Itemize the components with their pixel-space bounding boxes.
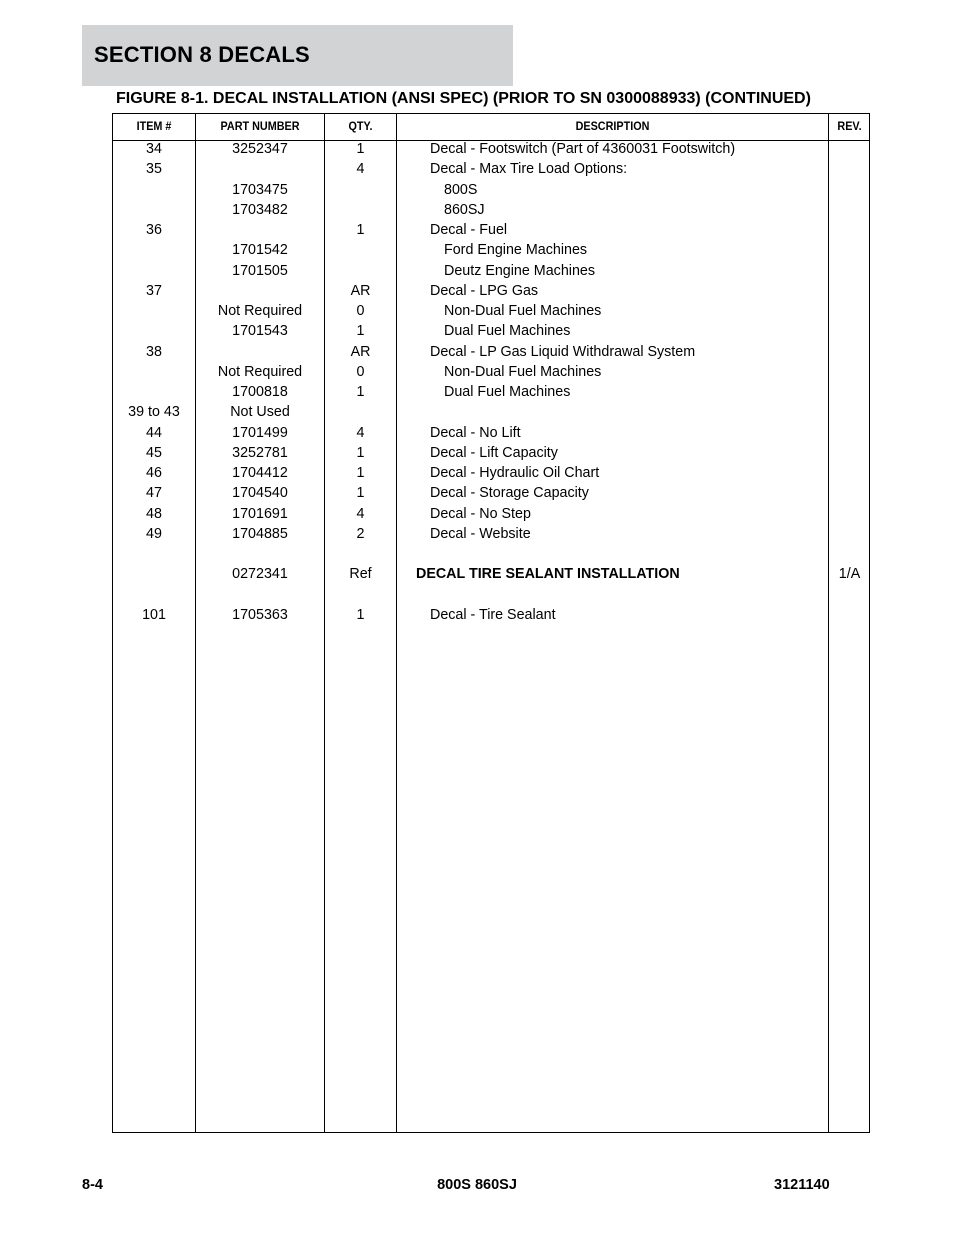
section-title: SECTION 8 DECALS [94, 42, 310, 67]
part-number-cell: 1704412 [232, 465, 288, 481]
quantity-cell: 1 [356, 444, 365, 461]
description-cell: Decal - Lift Capacity [430, 444, 558, 461]
quantity-cell: 4 [356, 505, 365, 522]
quantity-cell: AR [350, 343, 371, 360]
description-cell: Decal - No Step [430, 505, 531, 522]
table-body [113, 141, 869, 627]
page-number: 8-4 [82, 1177, 103, 1193]
item-number-cell: 38 [146, 343, 162, 360]
description-cell: Decal - LP Gas Liquid Withdrawal System [430, 343, 696, 360]
description-cell: Decal - Max Tire Load Options: [430, 161, 628, 178]
header-part-number: PART NUMBER [220, 119, 300, 133]
header-item: ITEM # [136, 119, 172, 133]
table-row [113, 607, 869, 627]
part-number-cell: 1704540 [232, 485, 288, 502]
part-number-cell: 3252781 [232, 444, 288, 461]
quantity-cell: 0 [356, 363, 365, 380]
section-banner [82, 25, 513, 86]
table-row [113, 445, 869, 465]
part-number-cell: 1701542 [232, 242, 288, 259]
description-cell: 860SJ [444, 201, 485, 218]
revision-cell: 1/A [838, 566, 861, 583]
description-cell: Ford Engine Machines [444, 242, 588, 259]
quantity-cell: 1 [356, 222, 365, 238]
description-cell: Decal - Footswitch (Part of 4360031 Footswitch) [430, 141, 736, 157]
description-cell: 800S [444, 181, 478, 198]
description-cell: Non-Dual Fuel Machines [444, 363, 602, 380]
description-cell: Decal - Website [430, 525, 531, 542]
item-number-cell: 47 [146, 485, 162, 502]
part-number-cell: 1704885 [232, 525, 288, 542]
item-number-cell: 37 [146, 282, 162, 299]
part-number-cell: Not Required [217, 363, 303, 380]
description-cell: Decal - LPG Gas [430, 282, 539, 299]
table-row [113, 303, 869, 323]
table-row [113, 587, 869, 607]
part-number-cell: Not Used [230, 404, 290, 421]
quantity-cell: 2 [356, 525, 365, 542]
table-row [113, 283, 869, 303]
item-number-cell: 44 [146, 424, 162, 441]
part-number-cell: 3252347 [232, 141, 288, 157]
item-number-cell: 48 [146, 505, 162, 522]
part-number-cell: 1701505 [232, 262, 288, 279]
table-row [113, 485, 869, 505]
table-row [113, 465, 869, 485]
table-row [113, 404, 869, 424]
quantity-cell: 0 [356, 303, 365, 319]
table-row [113, 222, 869, 242]
part-number-cell: 0272341 [232, 566, 288, 583]
header-qty: QTY. [348, 119, 373, 133]
quantity-cell: 4 [356, 424, 365, 441]
table-row [113, 344, 869, 364]
quantity-cell: Ref [349, 566, 372, 583]
part-number-cell: Not Required [217, 303, 303, 319]
model-name: 800S 860SJ [437, 1177, 517, 1193]
description-cell: Decal - No Lift [430, 424, 521, 441]
table-row [113, 425, 869, 445]
description-cell: Decal - Storage Capacity [430, 485, 589, 502]
item-number-cell: 101 [142, 606, 166, 623]
part-number-cell: 1701543 [232, 323, 288, 340]
part-number-cell: 1703475 [232, 181, 288, 198]
description-cell: Decal - Hydraulic Oil Chart [430, 465, 600, 481]
table-row [113, 263, 869, 283]
description-cell: Decal - Fuel [430, 222, 508, 238]
quantity-cell: 1 [356, 485, 365, 502]
description-cell: Deutz Engine Machines [444, 262, 595, 279]
table-row [113, 202, 869, 222]
table-row [113, 526, 869, 546]
item-number-cell: 34 [146, 141, 162, 157]
item-number-cell: 49 [146, 525, 162, 542]
description-cell: Non-Dual Fuel Machines [444, 303, 602, 319]
item-number-cell: 39 to 43 [128, 404, 180, 421]
table-row [113, 566, 869, 586]
part-number-cell: 1701499 [232, 424, 288, 441]
table-row [113, 161, 869, 181]
description-cell: Dual Fuel Machines [444, 384, 571, 400]
description-cell: Dual Fuel Machines [444, 323, 571, 340]
item-number-cell: 35 [146, 161, 162, 178]
parts-table [112, 113, 870, 1133]
description-cell: DECAL TIRE SEALANT INSTALLATION [416, 566, 680, 583]
header-description: DESCRIPTION [575, 119, 650, 133]
quantity-cell: 1 [356, 606, 365, 623]
table-row [113, 546, 869, 566]
description-cell: Decal - Tire Sealant [430, 606, 556, 623]
quantity-cell: 4 [356, 161, 365, 178]
part-number-cell: 1705363 [232, 606, 288, 623]
table-row [113, 506, 869, 526]
quantity-cell: 1 [356, 465, 365, 481]
part-number-cell: 1701691 [232, 505, 288, 522]
quantity-cell: 1 [356, 323, 365, 340]
part-number-cell: 1700818 [232, 384, 288, 400]
table-row [113, 384, 869, 404]
quantity-cell: 1 [356, 384, 365, 400]
quantity-cell: 1 [356, 141, 365, 157]
part-number-cell: 1703482 [232, 201, 288, 218]
quantity-cell: AR [350, 282, 371, 299]
table-row [113, 141, 869, 161]
header-rev: REV. [837, 119, 862, 133]
table-row [113, 323, 869, 343]
table-row [113, 242, 869, 262]
item-number-cell: 46 [146, 465, 162, 481]
document-number: 3121140 [774, 1177, 830, 1193]
table-row [113, 182, 869, 202]
item-number-cell: 45 [146, 444, 162, 461]
figure-title: FIGURE 8-1. DECAL INSTALLATION (ANSI SPEC) (PRIOR TO SN 0300088933) (CONTINUED) [116, 90, 811, 107]
item-number-cell: 36 [146, 222, 162, 238]
table-row [113, 364, 869, 384]
